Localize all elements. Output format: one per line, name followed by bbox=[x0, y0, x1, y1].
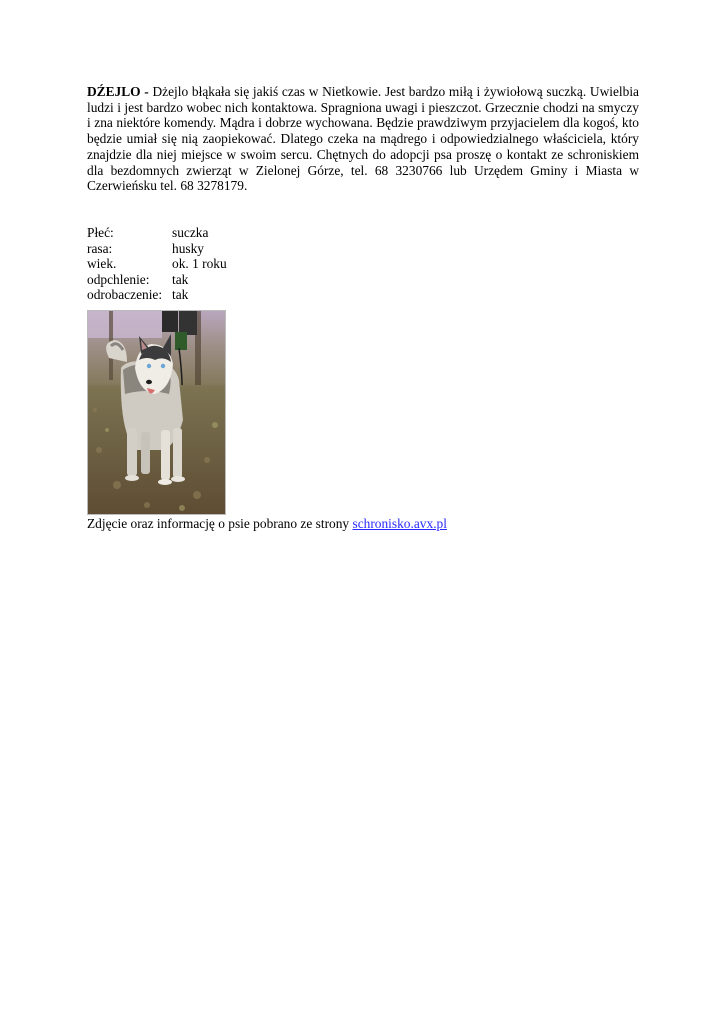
husky-dog-photo bbox=[87, 310, 226, 515]
dog-description-paragraph bbox=[87, 84, 639, 194]
detail-row-deflea bbox=[87, 272, 227, 288]
dog-details-table bbox=[87, 225, 227, 303]
photo-credit bbox=[87, 516, 639, 532]
detail-value: suczka bbox=[172, 224, 209, 240]
detail-row-sex bbox=[87, 225, 227, 241]
detail-value: ok. 1 roku bbox=[172, 256, 227, 272]
credit-text: Zdjęcie oraz informację o psie pobrano ze strony bbox=[87, 515, 353, 531]
detail-label: Płeć: bbox=[87, 224, 114, 240]
detail-row-breed bbox=[87, 241, 227, 257]
detail-label: rasa: bbox=[87, 240, 113, 256]
husky-photo-illustration bbox=[87, 310, 226, 515]
source-website-link[interactable]: schronisko.avx.pl bbox=[352, 515, 447, 531]
detail-value: tak bbox=[172, 271, 189, 287]
detail-label: wiek. bbox=[87, 256, 117, 272]
detail-row-deworm bbox=[87, 287, 227, 303]
document-content bbox=[87, 84, 639, 532]
detail-label: odpchlenie: bbox=[87, 271, 150, 287]
detail-label: odrobaczenie: bbox=[87, 287, 163, 303]
dog-description: Dżejlo błąkała się jakiś czas w Nietkowie. Jest bardzo miłą i żywiołową suczką. Uwielbia ludzi i jest bardzo wobec nich kontaktowa. Spragniona uwagi i pieszczot. Grzecznie chodzi na smyczy i zna niektóre komendy. Mądra i dobrze wychowana. Będzie prawdziwym przyjacielem dla kogoś, kto będzie umiał się nią zaopiekować. Dlatego czeka na mądrego i odpowiedzialnego właściciela, który znajdzie dla niej miejsce w swoim sercu. Chętnych do adopcji psa proszę o kontakt ze schroniskiem dla bezdomnych zwierząt w Zielonej Górze, tel. 68 3230766 lub Urzędem Gminy i Miasta w Czerwieńsku tel. 68 3278179. bbox=[87, 84, 639, 194]
dog-name: DŹEJLO - bbox=[87, 84, 149, 99]
detail-row-age bbox=[87, 256, 227, 272]
detail-value: tak bbox=[172, 287, 189, 303]
detail-value: husky bbox=[172, 240, 204, 256]
